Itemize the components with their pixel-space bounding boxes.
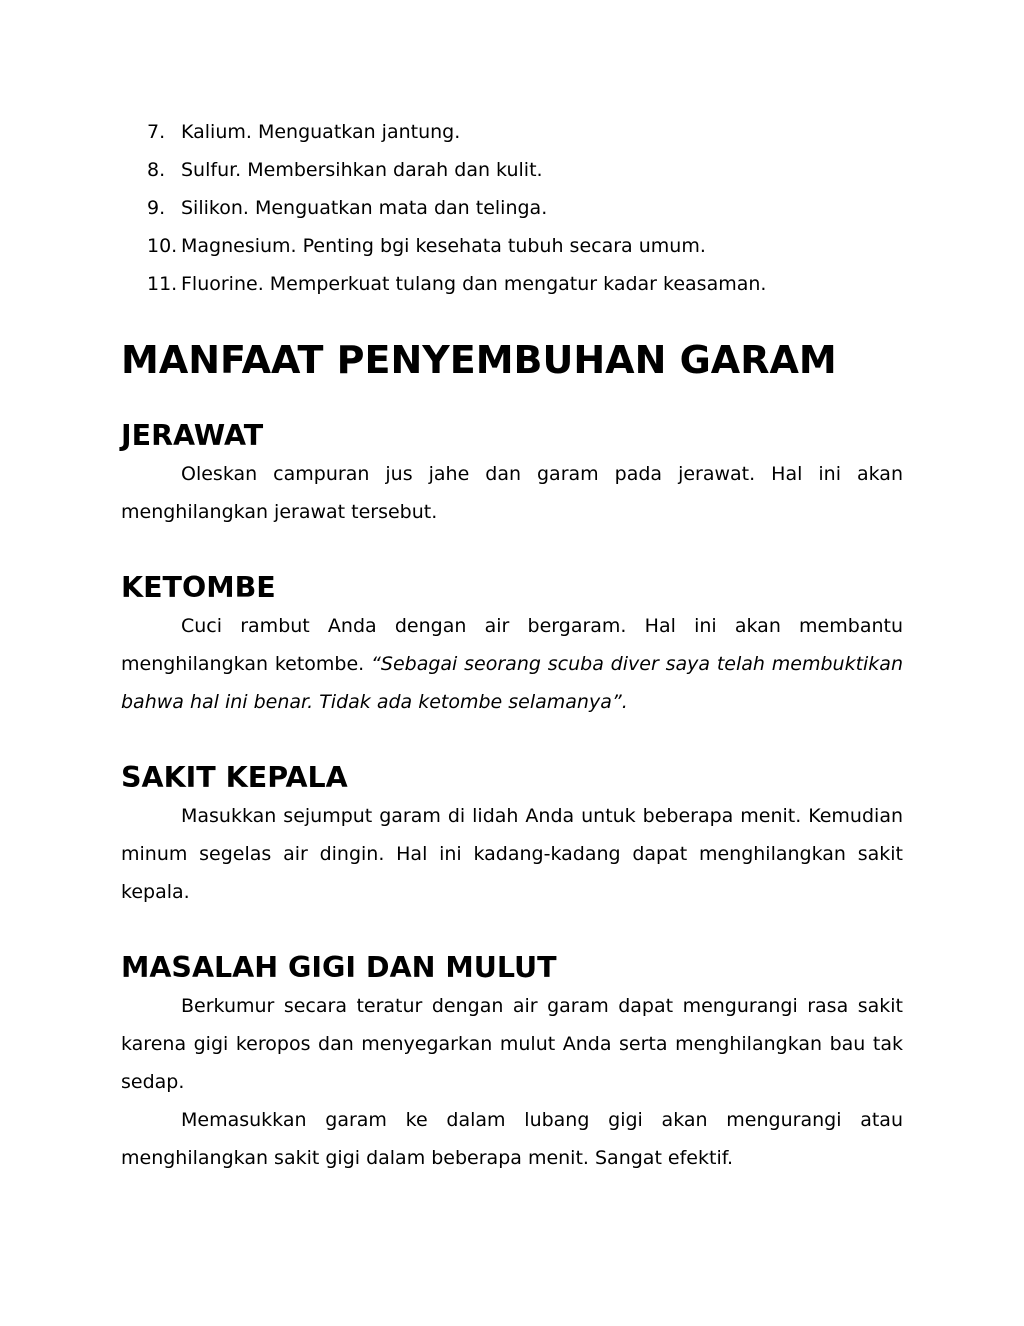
section-heading-ketombe: KETOMBE bbox=[121, 571, 276, 604]
list-item-number: 11. bbox=[147, 273, 178, 295]
list-item-number: 8. bbox=[147, 159, 166, 181]
list-item-text: Kalium. Menguatkan jantung. bbox=[181, 121, 461, 143]
mineral-list bbox=[121, 113, 903, 303]
list-item-text: Fluorine. Memperkuat tulang dan mengatur kadar keasaman. bbox=[181, 273, 767, 295]
list-item-text: Silikon. Menguatkan mata dan telinga. bbox=[181, 197, 548, 219]
list-item-number: 10. bbox=[147, 235, 178, 257]
list-item-number: 9. bbox=[147, 197, 166, 219]
section-heading-gigi-mulut: MASALAH GIGI DAN MULUT bbox=[121, 951, 557, 984]
section-heading-sakit-kepala: SAKIT KEPALA bbox=[121, 761, 348, 794]
paragraph-ketombe-plain: Cuci rambut Anda dengan air bergaram. Hal ini akan membantu menghilangkan ketombe. bbox=[121, 615, 903, 675]
paragraph-ketombe bbox=[121, 607, 903, 721]
list-item bbox=[121, 189, 903, 227]
section-heading-jerawat: JERAWAT bbox=[121, 419, 264, 452]
list-item bbox=[121, 227, 903, 265]
paragraph-ketombe-quote: “Sebagai seorang scuba diver saya telah membuktikan bahwa hal ini benar. Tidak ada ketombe selamanya”. bbox=[121, 653, 903, 713]
list-item-number: 7. bbox=[147, 121, 166, 143]
paragraph-jerawat: Oleskan campuran jus jahe dan garam pada jerawat. Hal ini akan menghilangkan jerawat tersebut. bbox=[121, 463, 903, 523]
list-item bbox=[121, 113, 903, 151]
paragraph-gigi-mulut-2: Memasukkan garam ke dalam lubang gigi akan mengurangi atau menghilangkan sakit gigi dalam beberapa menit. Sangat efektif. bbox=[121, 1109, 903, 1169]
list-item bbox=[121, 151, 903, 189]
document-page bbox=[121, 113, 903, 1177]
paragraph-gigi-mulut-1: Berkumur secara teratur dengan air garam dapat mengurangi rasa sakit karena gigi keropos dan menyegarkan mulut Anda serta menghilangkan bau tak sedap. bbox=[121, 995, 903, 1093]
paragraph-sakit-kepala: Masukkan sejumput garam di lidah Anda untuk beberapa menit. Kemudian minum segelas air dingin. Hal ini kadang-kadang dapat menghilangkan sakit kepala. bbox=[121, 805, 903, 903]
list-item-text: Sulfur. Membersihkan darah dan kulit. bbox=[181, 159, 543, 181]
main-heading: MANFAAT PENYEMBUHAN GARAM bbox=[121, 338, 837, 382]
list-item-text: Magnesium. Penting bgi kesehata tubuh secara umum. bbox=[181, 235, 706, 257]
list-item bbox=[121, 265, 903, 303]
